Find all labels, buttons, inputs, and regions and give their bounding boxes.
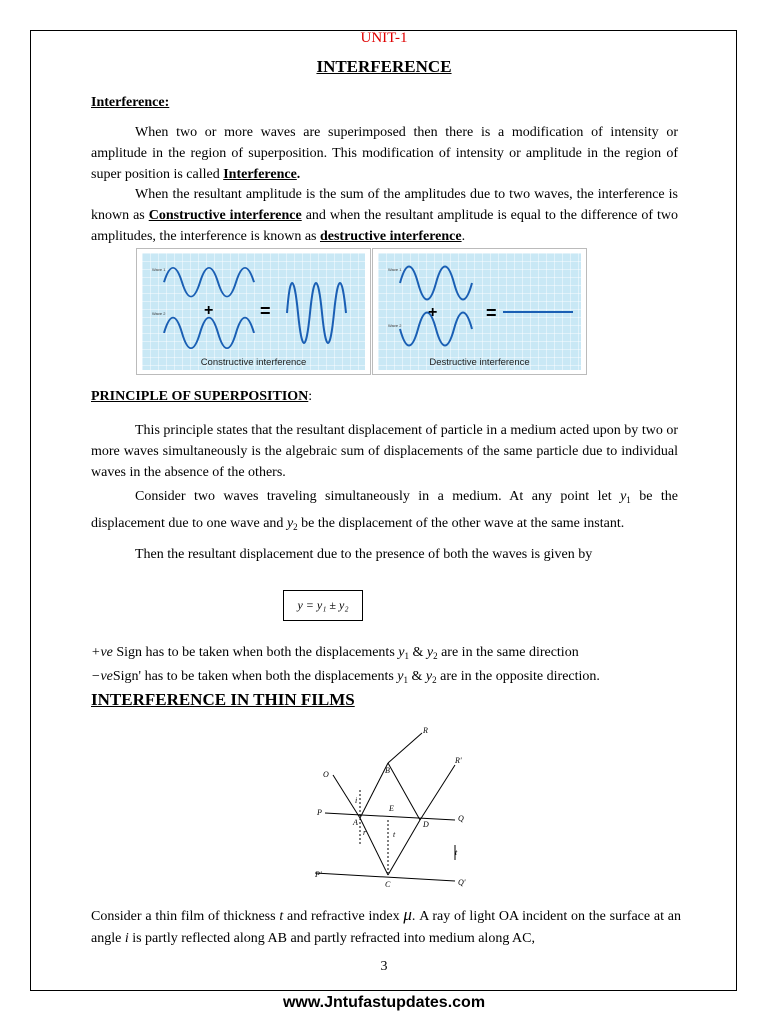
wave1-label: Wave 1 [152, 267, 166, 272]
p2a-text: Consider two waves traveling simultaneously in a medium. At any point let [135, 489, 621, 504]
superposition-equation: y = y₁ ± y₂ [283, 590, 363, 621]
minus-rule-text-a: Sign' has to be taken when both the displacements [112, 669, 398, 684]
destructive-figure-bg [378, 253, 581, 370]
mu-symbol: μ [403, 905, 412, 924]
label-t: t [393, 830, 396, 839]
page-number: 3 [380, 959, 388, 974]
interference-heading: Interference: [91, 95, 170, 110]
wave2-curve [164, 318, 254, 349]
tf-text-c: . A ray of light OA incident on the surface at an angle [91, 909, 681, 946]
label-O: O [323, 770, 329, 779]
tf-text-a: Consider a thin film of thickness [91, 909, 280, 924]
minus-rule-text-b: are in the opposite direction. [436, 669, 600, 684]
y1-symbol: $y_1$ [398, 645, 409, 661]
superposition-paragraph-2 [91, 485, 678, 539]
p2-end: . [461, 228, 466, 244]
refracted-ray-AC [360, 818, 388, 875]
label-C: C [385, 880, 391, 889]
label-Q: Q [458, 814, 464, 823]
footer-url[interactable]: www.Jntufastupdates.com [282, 994, 486, 1011]
superposition-paragraph-3: Then the resultant displacement due to the presence of both the waves is given by [135, 547, 593, 562]
interference-paragraph-1 [91, 123, 678, 185]
minus-sign-rule [91, 667, 691, 691]
plus-sign: + [428, 304, 438, 321]
destructive-wave-diagram [378, 253, 583, 372]
equals-sign: = [486, 303, 497, 323]
label-i: i [355, 796, 358, 805]
plus-rule-text-b: are in the same direction [437, 645, 579, 660]
y1-symbol: $y_1$ [397, 669, 409, 685]
label-E: E [389, 804, 394, 813]
tf-text-d: is partly reflected along AB and partly refracted into medium along AC, [128, 931, 535, 946]
label-A: A [353, 818, 358, 827]
label-P: P [317, 808, 322, 817]
label-r: r [363, 828, 367, 837]
i-symbol: i [124, 931, 129, 946]
label-R: R [423, 726, 428, 735]
ray-BR [388, 733, 422, 763]
p2a-text: When the resultant amplitude is the sum of the amplitudes due to two waves, the interference is known as [91, 187, 678, 223]
p2c-text: be the displacement of the other wave at the same instant. [297, 516, 625, 531]
wave1-curve [164, 268, 254, 297]
ray-DR-prime [420, 765, 455, 820]
page-title: INTERFERENCE [316, 57, 452, 76]
constructive-figure-bg [142, 253, 365, 370]
p1-term: Interference [223, 166, 297, 182]
superposition-paragraph-1: This principle states that the resultant displacement of particle in a medium acted upon by two or more waves simultaneously is the algebraic sum of displacements of the same particle due to individual waves in the absence of the others. [91, 423, 678, 480]
constructive-wave-diagram [142, 253, 367, 372]
ampersand: & [408, 645, 427, 660]
ampersand: & [408, 669, 426, 684]
constructive-caption: Constructive interference [200, 357, 307, 368]
y1-symbol: $y_1$ [620, 489, 631, 505]
tf-text-b: and refractive index [283, 909, 404, 924]
superposition-heading-text: PRINCIPLE OF SUPERPOSITION [91, 389, 309, 404]
p1-end: . [296, 166, 301, 182]
wave1-label: Wave 1 [388, 267, 402, 272]
interference-paragraph-2 [91, 185, 678, 247]
label-D: D [423, 820, 429, 829]
thin-film-paragraph [91, 904, 681, 950]
y2-symbol: $y_2$ [286, 516, 298, 532]
label-Q-prime: Q' [458, 878, 466, 887]
t-symbol: t [279, 909, 284, 924]
p2b-text: be the displacement due to one wave and [91, 489, 678, 531]
superposition-heading [91, 387, 312, 408]
reflected-ray-AB [360, 763, 388, 818]
label-t-side: t [455, 848, 458, 857]
superposition-heading-colon: : [308, 389, 313, 404]
plus-rule-text-a: Sign has to be taken when both the displacements [112, 645, 399, 660]
unit-label: UNIT-1 [360, 30, 408, 46]
destructive-term: destructive interference [319, 228, 462, 244]
thin-films-heading: INTERFERENCE IN THIN FILMS [91, 690, 355, 709]
constructive-figure [136, 248, 371, 375]
resultant-wave-curve [287, 283, 346, 343]
film-top-surface [325, 813, 455, 820]
plus-sign: + [204, 302, 214, 319]
p2b-text: and when the resultant amplitude is equal to the difference of two amplitudes, the interference is known as [91, 207, 678, 244]
p1-text: When two or more waves are superimposed then there is a modification of intensity or amplitude in the region of superposition. This modification of intensity or amplitude in the region of super position is called [91, 125, 678, 182]
y2-symbol: $y_2$ [425, 669, 437, 685]
y2-symbol: $y_2$ [426, 645, 438, 661]
equals-sign: = [260, 301, 271, 321]
label-P-prime: P' [315, 870, 322, 879]
thin-film-diagram [305, 725, 480, 890]
plus-ve: +ve [91, 645, 113, 660]
destructive-figure [372, 248, 587, 375]
label-B: B [385, 766, 390, 775]
wave2-label: Wave 2 [152, 311, 166, 316]
constructive-term: Constructive interference [148, 207, 302, 223]
destructive-caption: Destructive interference [429, 357, 530, 368]
label-R-prime: R' [455, 756, 462, 765]
wave1-curve [400, 267, 472, 300]
wave2-label: Wave 2 [388, 323, 402, 328]
plus-sign-rule [91, 643, 691, 667]
ray-CD [388, 820, 420, 875]
minus-ve: −ve [91, 669, 113, 684]
